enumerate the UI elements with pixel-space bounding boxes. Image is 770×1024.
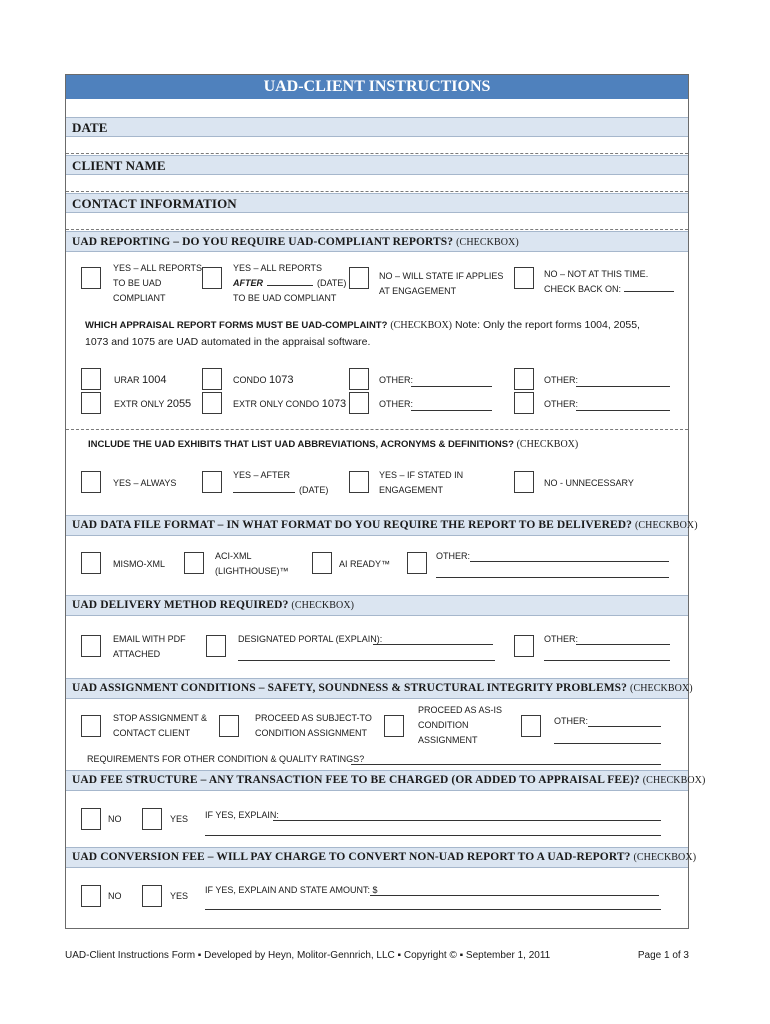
delivery-other-label: OTHER:: [544, 634, 579, 644]
format-aci-label: [215, 549, 289, 579]
exhibits-if-stated-label: [379, 468, 463, 498]
reporting-yes-all-label: [113, 261, 202, 306]
conditions-other-field[interactable]: [588, 726, 661, 727]
conversion-yes-checkbox[interactable]: [142, 885, 162, 907]
exhibits-yes-after-checkbox[interactable]: [202, 471, 222, 493]
form-extr-text: EXTR ONLY: [114, 399, 165, 409]
delivery-other-field-2[interactable]: [544, 660, 670, 661]
delivery-portal-label: DESIGNATED PORTAL (EXPLAIN):: [238, 634, 383, 644]
form-other3-field[interactable]: [411, 410, 492, 411]
conditions-stop-line1: STOP ASSIGNMENT &: [113, 713, 208, 723]
delivery-other-field[interactable]: [576, 644, 670, 645]
reporting-yes-after-line3: TO BE UAD COMPLIANT: [233, 293, 337, 303]
exhibits-after-date-note: (DATE): [299, 485, 329, 495]
form-extr-checkbox[interactable]: [81, 392, 101, 414]
forms-question-line1: [85, 317, 685, 334]
forms-note-text: Note: Only the report forms 1004, 2055,: [454, 319, 640, 331]
fee-yes-label: YES: [170, 814, 189, 824]
reporting-checkbox-note: (CHECKBOX): [456, 237, 519, 248]
conditions-subject-to-line2: CONDITION ASSIGNMENT: [255, 728, 368, 738]
footer-copyright: UAD-Client Instructions Form ▪ Developed by Heyn, Molitor-Gennrich, LLC ▪ Copyright © ▪ September 1, 2011: [65, 950, 551, 961]
fee-checkbox-note: (CHECKBOX): [642, 775, 706, 786]
format-other-field[interactable]: [470, 561, 669, 562]
exhibits-no-checkbox[interactable]: [514, 471, 534, 493]
conditions-as-is-line3: ASSIGNMENT: [418, 735, 478, 745]
reporting-after-date-field[interactable]: [267, 285, 313, 286]
conversion-no-label: NO: [108, 891, 122, 901]
format-other-label: OTHER:: [436, 551, 471, 561]
form-extr-number: 2055: [166, 398, 192, 410]
form-other3-checkbox[interactable]: [349, 392, 369, 414]
reporting-no-will-state-line2: AT ENGAGEMENT: [379, 286, 457, 296]
file-format-heading: [72, 519, 698, 531]
exhibits-yes-after-line2: [233, 483, 328, 498]
delivery-portal-field[interactable]: [373, 644, 493, 645]
reporting-heading-text: UAD REPORTING – DO YOU REQUIRE UAD-COMPLIANT REPORTS?: [72, 236, 454, 248]
format-other-field-2[interactable]: [436, 577, 669, 578]
reporting-no-will-state-line1: NO – WILL STATE IF APPLIES: [379, 271, 504, 281]
client-name-field[interactable]: [66, 191, 688, 192]
exhibits-if-stated-line1: YES – IF STATED IN: [379, 470, 464, 480]
form-condo-text: CONDO: [233, 375, 267, 385]
conditions-other-field-2[interactable]: [554, 743, 661, 744]
reporting-yes-after-line1: YES – ALL REPORTS: [233, 263, 323, 273]
form-title: UAD-CLIENT INSTRUCTIONS: [66, 75, 688, 99]
conditions-stop-checkbox[interactable]: [81, 715, 101, 737]
form-urar-checkbox[interactable]: [81, 368, 101, 390]
format-mismo-checkbox[interactable]: [81, 552, 101, 574]
form-condo-number: 1073: [269, 374, 294, 386]
fee-explain-field[interactable]: [273, 820, 661, 821]
form-condo-label: [233, 373, 294, 388]
form-extr-condo-number: 1073: [321, 398, 347, 410]
exhibits-yes-always-checkbox[interactable]: [81, 471, 101, 493]
forms-note-text2: 1073 and 1075 are UAD automated in the appraisal software.: [85, 336, 371, 348]
form-other4-field[interactable]: [576, 410, 670, 411]
file-format-checkbox-note: (CHECKBOX): [634, 520, 698, 531]
fee-heading: [72, 774, 705, 786]
fee-heading-text: UAD FEE STRUCTURE – ANY TRANSACTION FEE TO BE CHARGED (OR ADDED TO APPRAISAL FEE)?: [72, 774, 640, 786]
conversion-explain-field-2[interactable]: [205, 909, 661, 910]
format-other-checkbox[interactable]: [407, 552, 427, 574]
form-other4-label: OTHER:: [544, 399, 579, 409]
conversion-explain-field[interactable]: [370, 895, 659, 896]
date-field[interactable]: [66, 153, 688, 154]
reporting-check-back-label: CHECK BACK ON:: [544, 284, 622, 294]
form-urar-label: [114, 373, 167, 388]
delivery-checkbox-note: (CHECKBOX): [291, 600, 355, 611]
exhibits-yes-always-label: YES – ALWAYS: [113, 478, 177, 488]
reporting-yes-after-label: [233, 261, 346, 306]
form-other4-checkbox[interactable]: [514, 392, 534, 414]
conditions-checkbox-note: (CHECKBOX): [630, 683, 693, 694]
delivery-email-line2: ATTACHED: [113, 649, 161, 659]
fee-no-checkbox[interactable]: [81, 808, 101, 830]
forms-question-text: WHICH APPRAISAL REPORT FORMS MUST BE UAD-COMPLAINT?: [85, 320, 388, 331]
conditions-other-checkbox[interactable]: [521, 715, 541, 737]
reporting-yes-all-checkbox[interactable]: [81, 267, 101, 289]
reporting-yes-after-checkbox[interactable]: [202, 267, 222, 289]
form-other3-label: OTHER:: [379, 399, 414, 409]
format-aci-line1: ACI-XML: [215, 551, 252, 561]
conditions-other-label: OTHER:: [554, 716, 589, 726]
conditions-as-is-line1: PROCEED AS AS-IS: [418, 705, 503, 715]
client-name-label: CLIENT NAME: [72, 158, 166, 173]
exhibits-no-label: NO - UNNECESSARY: [544, 478, 634, 488]
conditions-stop-label: [113, 711, 207, 741]
conditions-subject-to-line1: PROCEED AS SUBJECT-TO: [255, 713, 372, 723]
reporting-heading: [72, 236, 519, 248]
delivery-heading: [72, 599, 354, 611]
forms-checkbox-note: (CHECKBOX): [390, 320, 453, 331]
exhibits-question-text: INCLUDE THE UAD EXHIBITS THAT LIST UAD ABBREVIATIONS, ACRONYMS & DEFINITIONS?: [88, 439, 514, 450]
conditions-subject-to-checkbox[interactable]: [219, 715, 239, 737]
exhibits-yes-after-line1: YES – AFTER: [233, 470, 291, 480]
delivery-email-checkbox[interactable]: [81, 635, 101, 657]
reporting-after-word: AFTER: [233, 278, 263, 288]
fee-yes-checkbox[interactable]: [142, 808, 162, 830]
exhibits-after-date-field[interactable]: [233, 492, 295, 493]
form-extr-condo-label: [233, 397, 346, 412]
conversion-checkbox-note: (CHECKBOX): [633, 852, 697, 863]
file-format-heading-text: UAD DATA FILE FORMAT – IN WHAT FORMAT DO YOU REQUIRE THE REPORT TO BE DELIVERED?: [72, 519, 632, 531]
format-aci-checkbox[interactable]: [184, 552, 204, 574]
conversion-yes-label: YES: [170, 891, 189, 901]
format-mismo-label: MISMO-XML: [113, 559, 166, 569]
format-ai-ready-label: AI READY™: [339, 559, 391, 569]
format-aci-line2: (LIGHTHOUSE)™: [215, 566, 289, 576]
form-extr-condo-checkbox[interactable]: [202, 392, 222, 414]
conversion-heading: [72, 851, 696, 863]
reporting-yes-all-line2: TO BE UAD: [113, 278, 162, 288]
form-other2-checkbox[interactable]: [514, 368, 534, 390]
conditions-subject-to-label: [255, 711, 372, 741]
date-label: DATE: [72, 120, 108, 135]
form-condo-checkbox[interactable]: [202, 368, 222, 390]
exhibits-separator: [66, 429, 688, 430]
format-ai-ready-checkbox[interactable]: [312, 552, 332, 574]
reporting-check-back-field[interactable]: [624, 291, 674, 292]
conditions-as-is-label: [418, 703, 502, 748]
exhibits-checkbox-note: (CHECKBOX): [516, 439, 579, 450]
conditions-heading-text: UAD ASSIGNMENT CONDITIONS – SAFETY, SOUNDNESS & STRUCTURAL INTEGRITY PROBLEMS?: [72, 682, 628, 694]
form-other1-label: OTHER:: [379, 375, 414, 385]
conversion-heading-text: UAD CONVERSION FEE – WILL PAY CHARGE TO CONVERT NON-UAD REPORT TO A UAD-REPORT?: [72, 851, 631, 863]
form-other1-checkbox[interactable]: [349, 368, 369, 390]
fee-explain-label: IF YES, EXPLAIN:: [205, 810, 279, 820]
delivery-other-checkbox[interactable]: [514, 635, 534, 657]
reporting-no-not-now-label: [544, 267, 674, 297]
exhibits-yes-after-label: [233, 468, 328, 498]
delivery-email-line1: EMAIL WITH PDF: [113, 634, 186, 644]
reporting-yes-all-line1: YES – ALL REPORTS: [113, 263, 203, 273]
contact-information-field[interactable]: [66, 229, 688, 230]
conversion-no-checkbox[interactable]: [81, 885, 101, 907]
uad-client-form: [65, 74, 706, 929]
reporting-after-date-note: (DATE): [317, 278, 347, 288]
delivery-heading-text: UAD DELIVERY METHOD REQUIRED?: [72, 599, 289, 611]
fee-explain-field-2[interactable]: [205, 835, 661, 836]
contact-information-label: CONTACT INFORMATION: [72, 196, 237, 211]
reporting-yes-all-line3: COMPLIANT: [113, 293, 166, 303]
delivery-portal-checkbox[interactable]: [206, 635, 226, 657]
form-other1-field[interactable]: [411, 386, 492, 387]
conditions-stop-line2: CONTACT CLIENT: [113, 728, 191, 738]
conditions-requirements-field[interactable]: [351, 764, 661, 765]
reporting-no-will-state-label: [379, 269, 503, 299]
reporting-no-not-now-line1: NO – NOT AT THIS TIME.: [544, 269, 649, 279]
conditions-requirements-label: REQUIREMENTS FOR OTHER CONDITION & QUALITY RATINGS?: [87, 754, 365, 764]
reporting-no-not-now-checkbox[interactable]: [514, 267, 534, 289]
footer-page-number: Page 1 of 3: [637, 950, 689, 961]
reporting-yes-after-line2: [233, 276, 346, 291]
exhibits-if-stated-checkbox[interactable]: [349, 471, 369, 493]
exhibits-if-stated-line2: ENGAGEMENT: [379, 485, 444, 495]
reporting-no-will-state-checkbox[interactable]: [349, 267, 369, 289]
conversion-explain-label: IF YES, EXPLAIN AND STATE AMOUNT: $: [205, 885, 378, 895]
form-urar-text: URAR: [114, 375, 140, 385]
form-extr-condo-text: EXTR ONLY CONDO: [233, 399, 320, 409]
form-other2-field[interactable]: [576, 386, 670, 387]
form-other2-label: OTHER:: [544, 375, 579, 385]
fee-no-label: NO: [108, 814, 122, 824]
form-extr-label: [114, 397, 191, 412]
delivery-email-label: [113, 632, 186, 662]
conditions-heading: [72, 682, 693, 694]
form-urar-number: 1004: [142, 374, 167, 386]
forms-question: [85, 317, 685, 351]
delivery-portal-field-2[interactable]: [238, 660, 495, 661]
conditions-as-is-checkbox[interactable]: [384, 715, 404, 737]
exhibits-question: [88, 437, 578, 452]
reporting-check-back-line: [544, 282, 674, 297]
conditions-as-is-line2: CONDITION: [418, 720, 469, 730]
date-band: [66, 117, 688, 137]
